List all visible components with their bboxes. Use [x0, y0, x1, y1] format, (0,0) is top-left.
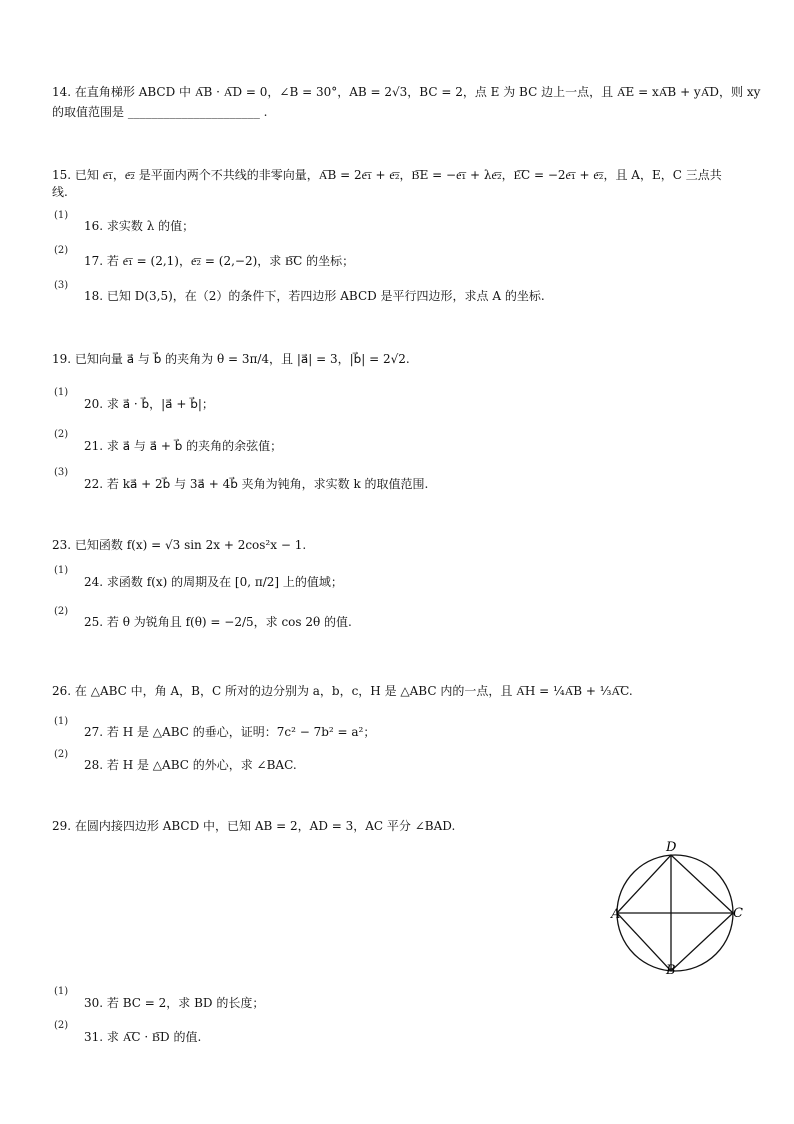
q15-part3-text: 18. 已知 D(3,5)，在（2）的条件下，若四边形 ABCD 是平行四边形，求点 A 的坐标. [84, 289, 545, 303]
q19-part3-text: 22. 若 ka⃗ + 2b⃗ 与 3a⃗ + 4b⃗ 夹角为钝角，求实数 k 的取值范围. [84, 477, 429, 491]
q14-text-line1: 14. 在直角梯形 ABCD 中 A͞B · A͞D = 0，∠B = 30°，AB = 2√3，BC = 2，点 E 为 BC 边上一点，且 A͞E = xA͞B + yA͞D，则 xy [52, 85, 761, 99]
label-b: B [666, 963, 676, 978]
q23-part1-text: 24. 求函数 f(x) 的周期及在 [0, π/2] 上的值域； [84, 575, 343, 589]
label-d: D [666, 840, 677, 855]
q26-part1-marker: (1) [54, 716, 69, 727]
q26-part2-marker: (2) [54, 749, 69, 760]
q23-stem: 23. 已知函数 f(x) = √3 sin 2x + 2cos²x − 1. [52, 538, 307, 552]
q14-text-line2: 的取值范围是 ______________________ . [52, 105, 268, 119]
q15-part2-marker: (2) [54, 245, 69, 256]
q15-stem-line2: 线. [52, 185, 68, 199]
q19-part3-marker: (3) [54, 467, 69, 478]
q29-part2-marker: (2) [54, 1020, 69, 1031]
q29-part1-text: 30. 若 BC = 2，求 BD 的长度； [84, 996, 265, 1010]
q15-part2-text: 17. 若 e͞₁ = (2,1)，e͞₂ = (2,−2)，求 B͞C 的坐标； [84, 254, 355, 268]
q26-part1-text: 27. 若 H 是 △ABC 的垂心，证明：7c² − 7b² = a²； [84, 725, 376, 739]
inscribed-quadrilateral-figure [612, 836, 748, 976]
label-c: C [733, 906, 743, 921]
q15-part1-text: 16. 求实数 λ 的值； [84, 219, 195, 233]
q15-stem-line1: 15. 已知 e͞₁，e͞₂ 是平面内两个不共线的非零向量，A͞B = 2e͞₁ + e͞₂，B͞E = −e͞₁ + λe͞₂，E͞C = −2e͞₁ + e͞₂，且 A，E，C 三点共 [52, 168, 722, 182]
q19-part1-marker: (1) [54, 387, 69, 398]
q15-part1-marker: (1) [54, 210, 69, 221]
label-a: A [611, 907, 621, 922]
q29-part2-text: 31. 求 A͞C · B͞D 的值. [84, 1030, 202, 1044]
q26-stem: 26. 在 △ABC 中，角 A，B，C 所对的边分别为 a，b，c，H 是 △ABC 内的一点，且 A͞H = ¼A͞B + ⅓A͞C. [52, 684, 633, 698]
q23-part2-text: 25. 若 θ 为锐角且 f(θ) = −2/5，求 cos 2θ 的值. [84, 615, 352, 629]
q29-part1-marker: (1) [54, 986, 69, 997]
q19-part2-marker: (2) [54, 429, 69, 440]
q23-part1-marker: (1) [54, 565, 69, 576]
q19-stem: 19. 已知向量 a⃗ 与 b⃗ 的夹角为 θ = 3π/4，且 |a⃗| = 3，|b⃗| = 2√2. [52, 352, 410, 366]
q19-part1-text: 20. 求 a⃗ · b⃗，|a⃗ + b⃗|； [84, 397, 214, 411]
q19-part2-text: 21. 求 a⃗ 与 a⃗ + b⃗ 的夹角的余弦值； [84, 439, 283, 453]
q29-stem: 29. 在圆内接四边形 ABCD 中，已知 AB = 2，AD = 3，AC 平分 ∠BAD. [52, 819, 456, 833]
q26-part2-text: 28. 若 H 是 △ABC 的外心，求 ∠BAC. [84, 758, 297, 772]
q23-part2-marker: (2) [54, 606, 69, 617]
q15-part3-marker: (3) [54, 280, 69, 291]
